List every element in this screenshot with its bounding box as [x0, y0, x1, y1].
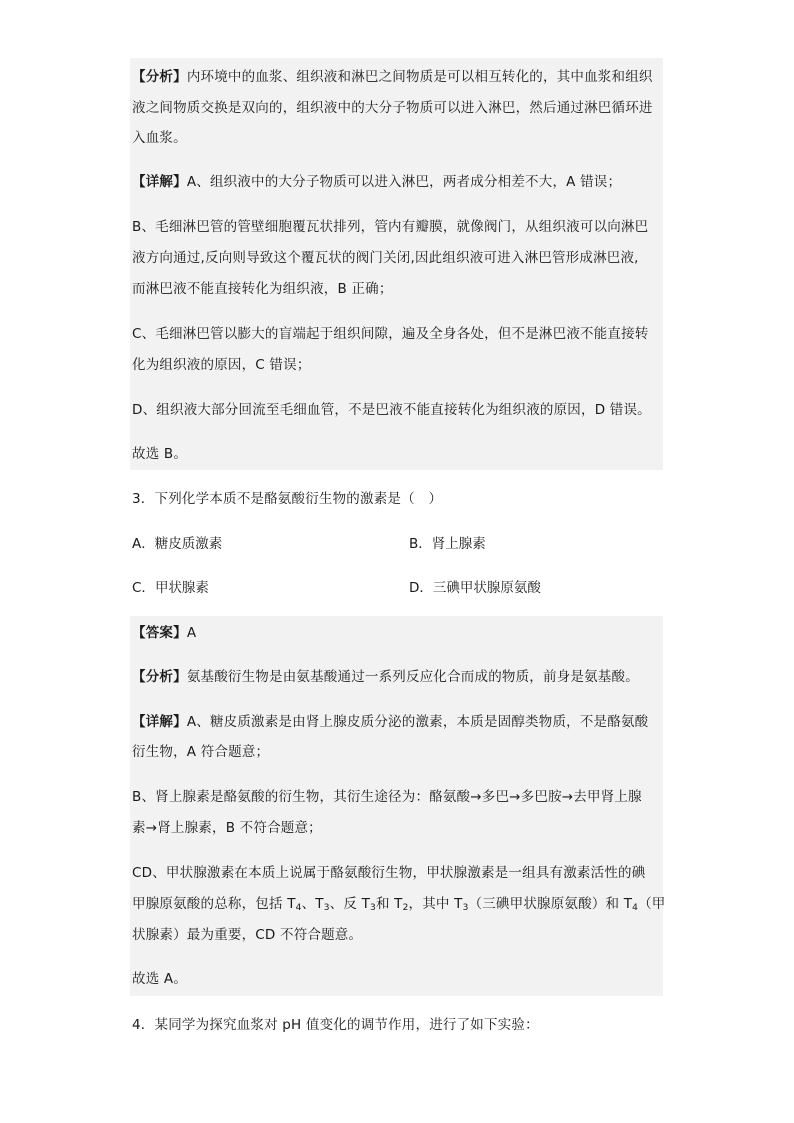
q2-analysis-line-1: 【分析】内环境中的血浆、组织液和淋巴之间物质是可以相互转化的，其中血浆和组织: [132, 69, 653, 85]
q3-option-b: B．肾上腺素: [409, 536, 486, 552]
detail-tag: 【详解】: [132, 174, 187, 190]
analysis-tag: 【分析】: [132, 69, 187, 85]
q4-stem: 4．某同学为探究血浆对 pH 值变化的调节作用，进行了如下实验：: [132, 1017, 539, 1033]
q2-analysis-line-2: 液之间物质交换是双向的，组织液中的大分子物质可以进入淋巴，然后通过淋巴循环进: [132, 100, 653, 116]
q3-analysis: 【分析】氨基酸衍生物是由氨基酸通过一系列反应化合而成的物质，前身是氨基酸。: [132, 669, 639, 685]
detail-tag: 【详解】: [132, 714, 187, 730]
q2-detail-line-d: D、组织液大部分回流至毛细血管，不是巴液不能直接转化为组织液的原因，D 错误。: [132, 402, 651, 418]
q2-conclusion: 故选 B。: [132, 446, 188, 462]
q3-detail-line-b1: B、肾上腺素是酪氨酸的衍生物，其衍生途径为：酪氨酸→多巴→多巴胺→去甲肾上腺: [132, 789, 642, 805]
q2-detail-line-a: 【详解】A、组织液中的大分子物质可以进入淋巴，两者成分相差不大，A 错误；: [132, 174, 622, 190]
q3-option-d: D．三碘甲状腺原氨酸: [409, 580, 541, 596]
q2-analysis-line-3: 入血浆。: [132, 130, 187, 146]
q3-stem: 3．下列化学本质不是酪氨酸衍生物的激素是（ ）: [132, 491, 443, 507]
q3-conclusion: 故选 A。: [132, 971, 188, 987]
analysis-tag: 【分析】: [132, 669, 187, 685]
q3-detail-line-a1: 【详解】A、糖皮质激素是由肾上腺皮质分泌的激素，本质是固醇类物质，不是酪氨酸: [132, 714, 649, 730]
q3-detail-line-cd3: 状腺素）最为重要，CD 不符合题意。: [132, 927, 363, 943]
q3-detail-line-cd1: CD、甲状腺激素在本质上说属于酪氨酸衍生物，甲状腺激素是一组具有激素活性的碘: [132, 865, 646, 881]
q3-detail-line-cd2: 甲腺原氨酸的总称，包括 $T_4$、$T_3$、反 $T_3$和 $T_2$，其中 $T_3$（三碘甲状腺原氨酸）和 $T_4$（甲: [132, 896, 666, 913]
q2-detail-line-c1: C、毛细淋巴管以膨大的盲端起于组织间隙，遍及全身各处，但不是淋巴液不能直接转: [132, 326, 649, 342]
answer-tag: 【答案】: [132, 625, 187, 641]
q3-answer: 【答案】A: [132, 625, 197, 641]
q2-detail-line-c2: 化为组织液的原因，C 错误；: [132, 357, 311, 373]
q2-detail-line-b1: B、毛细淋巴管的管壁细胞覆瓦状排列，管内有瓣膜，就像阀门，从组织液可以向淋巴: [132, 219, 649, 235]
q3-option-a: A．糖皮质激素: [132, 536, 223, 552]
q2-detail-line-b3: 而淋巴液不能直接转化为组织液，B 正确；: [132, 281, 393, 297]
q3-detail-line-b2: 素→肾上腺素，B 不符合题意；: [132, 820, 322, 836]
q2-detail-line-b2: 液方向通过,反向则导致这个覆瓦状的阀门关闭,因此组织液可进入淋巴管形成淋巴液,: [132, 250, 639, 266]
q3-option-c: C．甲状腺素: [132, 580, 209, 596]
q3-detail-line-a2: 衍生物，A 符合题意；: [132, 744, 270, 760]
